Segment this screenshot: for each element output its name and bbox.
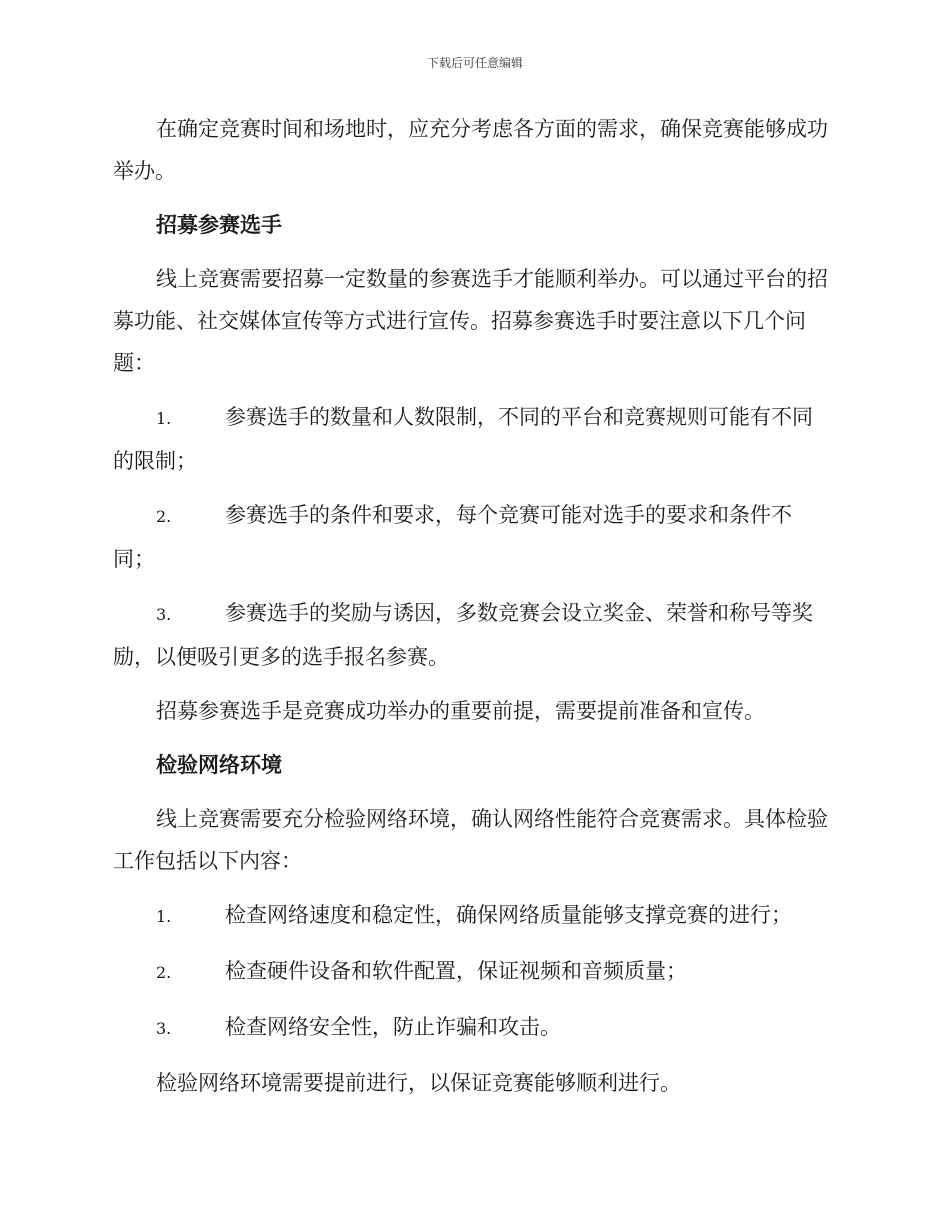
list-item-text: 参赛选手的数量和人数限制，不同的平台和竞赛规则可能有不同的限制； [113,405,813,473]
paragraph: 线上竞赛需要招募一定数量的参赛选手才能顺利举办。可以通过平台的招募功能、社交媒体宣传等方式进行宣传。招募参赛选手时要注意以下几个问题： [113,267,828,375]
list-item [113,494,833,580]
list-number: 1. [156,907,172,926]
document-body [113,108,833,1116]
paragraph: 检验网络环境需要提前进行，以保证竞赛能够顺利进行。 [156,1071,681,1095]
list-item [113,592,833,678]
paragraph: 线上竞赛需要充分检验网络环境，确认网络性能符合竞赛需求。具体检验工作包括以下内容： [113,807,828,873]
paragraph: 招募参赛选手是竞赛成功举办的重要前提，需要提前准备和宣传。 [156,699,765,723]
list-item-text: 检查网络安全性，防止诈骗和攻击。 [225,1015,561,1039]
list-number: 1. [156,409,172,428]
section-heading: 检验网络环境 [156,752,282,777]
section-heading: 招募参赛选手 [156,212,282,237]
list-item [113,894,833,938]
list-item [113,396,833,482]
list-number: 2. [156,507,172,526]
paragraph: 在确定竞赛时间和场地时，应充分考虑各方面的需求，确保竞赛能够成功举办。 [113,117,828,183]
list-item-text: 检查硬件设备和软件配置，保证视频和音频质量； [225,959,687,983]
list-number: 3. [156,1019,172,1038]
list-item-text: 参赛选手的奖励与诱因，多数竞赛会设立奖金、荣誉和称号等奖励，以便吸引更多的选手报名参赛。 [113,601,813,669]
list-item [113,950,833,994]
list-item [113,1006,833,1050]
list-item-text: 参赛选手的条件和要求，每个竞赛可能对选手的要求和条件不同； [113,503,792,571]
page-header: 下载后可任意编辑 [426,56,523,70]
list-number: 3. [156,605,172,624]
list-number: 2. [156,963,172,982]
list-item-text: 检查网络速度和稳定性，确保网络质量能够支撑竞赛的进行； [225,903,792,927]
